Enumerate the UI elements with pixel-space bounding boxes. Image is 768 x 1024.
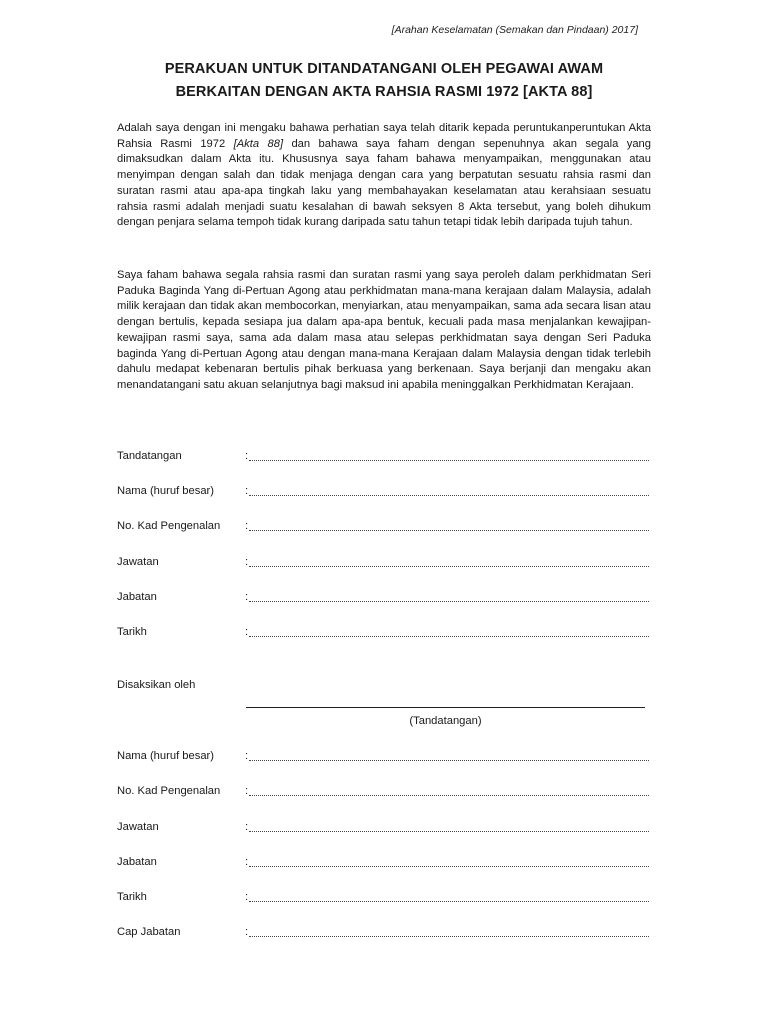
field-label: Tarikh — [117, 891, 147, 903]
witness-row-nama — [117, 750, 651, 766]
field-label: Tarikh — [117, 626, 147, 638]
field-colon: : — [245, 520, 249, 532]
field-row-nama — [117, 485, 651, 501]
witness-signature-caption: (Tandatangan) — [409, 715, 482, 727]
field-colon: : — [245, 556, 249, 568]
field-label: No. Kad Pengenalan — [117, 785, 221, 797]
paragraph-1 — [117, 121, 651, 231]
witness-row-kad-pengenalan — [117, 785, 651, 801]
field-label: Jabatan — [117, 591, 157, 603]
field-row-tandatangan — [117, 450, 651, 466]
field-label: No. Kad Pengenalan — [117, 520, 221, 532]
date-field[interactable] — [249, 636, 649, 637]
field-label: Nama (huruf besar) — [117, 485, 214, 497]
document-title — [0, 58, 768, 104]
field-row-kad-pengenalan — [117, 520, 651, 536]
field-colon: : — [245, 626, 249, 638]
witness-row-tarikh — [117, 891, 651, 907]
field-row-jabatan — [117, 591, 651, 607]
name-field[interactable] — [249, 495, 649, 496]
title-line-1: PERAKUAN UNTUK DITANDATANGANI OLEH PEGAWAI AWAM — [164, 61, 604, 77]
witness-row-jabatan — [117, 856, 651, 872]
field-label: Nama (huruf besar) — [117, 750, 214, 762]
field-colon: : — [245, 450, 249, 462]
field-colon: : — [245, 891, 249, 903]
witness-date-field[interactable] — [249, 901, 649, 902]
field-label: Jawatan — [117, 556, 159, 568]
field-colon: : — [245, 856, 249, 868]
field-row-jawatan — [117, 556, 651, 572]
field-label: Cap Jabatan — [117, 926, 181, 938]
department-field[interactable] — [249, 601, 649, 602]
witness-department-field[interactable] — [249, 866, 649, 867]
witness-position-field[interactable] — [249, 831, 649, 832]
field-label: Tandatangan — [117, 450, 182, 462]
field-label: Jawatan — [117, 821, 159, 833]
witness-name-field[interactable] — [249, 760, 649, 761]
ic-number-field[interactable] — [249, 530, 649, 531]
title-line-2: BERKAITAN DENGAN AKTA RAHSIA RASMI 1972 [AKTA 88] — [175, 84, 593, 100]
position-field[interactable] — [249, 566, 649, 567]
header-note: [Arahan Keselamatan (Semakan dan Pindaan) 2017] — [391, 24, 638, 36]
field-colon: : — [245, 821, 249, 833]
field-label: Jabatan — [117, 856, 157, 868]
paragraph-1-text-a: Adalah saya dengan ini mengaku bahawa perhatian saya telah ditarik kepada peruntukanperuntukan Akta Rahsia Rasmi 1972 — [117, 122, 651, 150]
paragraph-1-text-b: dan bahawa saya faham dengan sepenuhnya akan segala yang dimaksudkan dalam Akta itu. Khususnya saya faham bahawa menyampaikan, menggunakan atau menyimpan dengan salah dan tidak menjaga dengan cara yang berpatutan sesuatu rahsia rasmi dan suratan rasmi atau apa-apa tingkah laku yang membahayakan keselamatan atau kerahsiaan sesuatu rahsia rasmi adalah menjadi suatu kesalahan di bawah seksyen 8 Akta tersebut, yang boleh dihukum dengan penjara selama tempoh tidak kurang daripada satu tahun tetapi tidak lebih daripada tujuh tahun. — [117, 137, 651, 229]
witness-row-cap-jabatan — [117, 926, 651, 942]
field-colon: : — [245, 785, 249, 797]
witness-label: Disaksikan oleh — [117, 679, 196, 691]
department-stamp-field[interactable] — [249, 936, 649, 937]
witness-row-jawatan — [117, 821, 651, 837]
field-row-tarikh — [117, 626, 651, 642]
paragraph-1-act-reference: [Akta 88] — [233, 137, 284, 150]
field-colon: : — [245, 485, 249, 497]
field-colon: : — [245, 750, 249, 762]
signature-field[interactable] — [249, 460, 649, 461]
witness-ic-number-field[interactable] — [249, 795, 649, 796]
witness-signature-line[interactable] — [246, 707, 645, 708]
paragraph-2: Saya faham bahawa segala rahsia rasmi dan suratan rasmi yang saya peroleh dalam perkhidmatan Seri Paduka Baginda Yang di-Pertuan Agong atau perkhidmatan mana-mana kerajaan dalam Malaysia, adalah milik kerajaan dan tidak akan membocorkan, menyiarkan, atau menyampaikan, sama ada secara lisan atau dengan bertulis, kepada sesiapa jua dalam apa-apa bentuk, kecuali pada masa menjalankan kewajipan-kewajipan rasmi saya, sama ada dalam masa atau selepas perkhidmatan saya dengan Seri Paduka baginda Yang di-Pertuan Agong atau dengan mana-mana Kerajaan dalam Malaysia dengan tidak terlebih dahulu medapat kebenaran bertulis pihak berkuasa yang berkenaan. Saya berjanji dan mengaku akan menandatangani satu akuan selanjutnya bagi maksud ini apabila meninggalkan Perkhidmatan Kerajaan. — [117, 269, 651, 391]
field-colon: : — [245, 926, 249, 938]
field-colon: : — [245, 591, 249, 603]
